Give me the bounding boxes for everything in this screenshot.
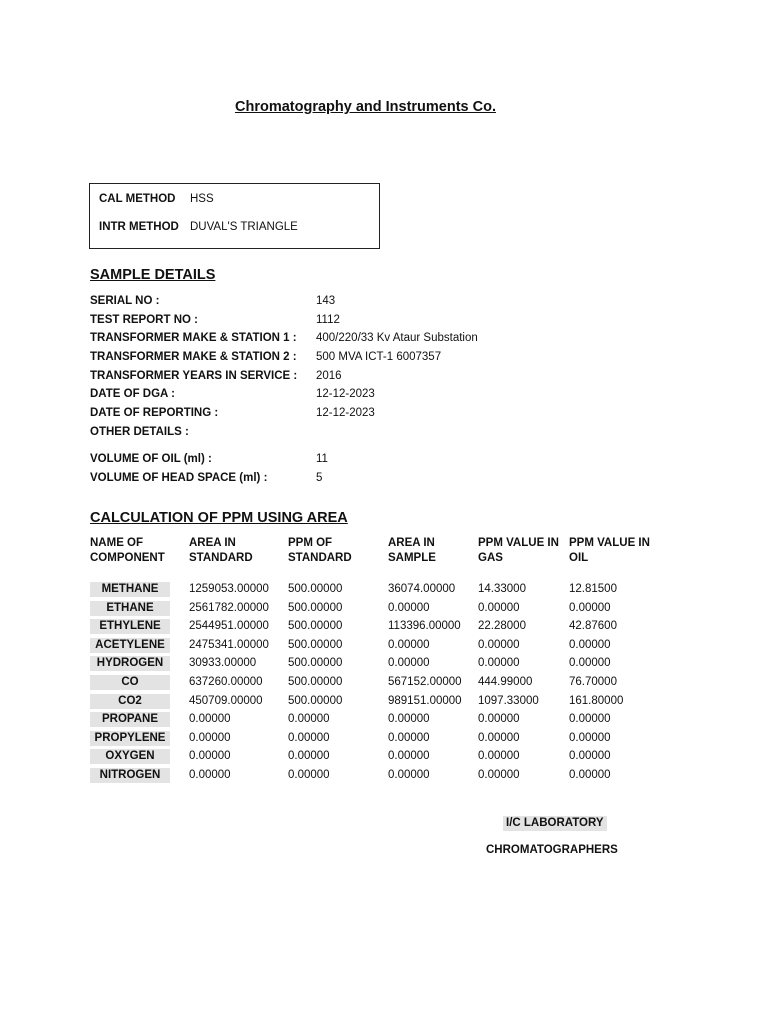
table-cell: 12.81500 [569, 583, 617, 595]
table-cell: 0.00000 [478, 769, 520, 781]
detail-value: 500 MVA ICT-1 6007357 [316, 351, 442, 363]
table-cell: 2561782.00000 [189, 602, 269, 614]
cal-method-label: CAL METHOD [99, 193, 176, 205]
table-row [90, 638, 690, 653]
detail-value: 400/220/33 Kv Ataur Substation [316, 332, 478, 344]
table-cell: 500.00000 [288, 583, 343, 595]
table-cell: 0.00000 [388, 732, 430, 744]
table-cell: 0.00000 [189, 750, 231, 762]
detail-value: 12-12-2023 [316, 388, 375, 400]
table-header-name [90, 536, 165, 566]
header-line: OIL [569, 552, 589, 564]
table-cell: 500.00000 [288, 620, 343, 632]
table-cell: 0.00000 [388, 769, 430, 781]
detail-label: DATE OF REPORTING : [90, 407, 219, 419]
method-box [89, 183, 380, 249]
component-name: ACETYLENE [90, 638, 170, 653]
volume-label: VOLUME OF OIL (ml) : [90, 453, 212, 465]
detail-value: 1112 [316, 314, 340, 326]
table-cell: 0.00000 [569, 602, 611, 614]
header-line: AREA IN [388, 537, 435, 549]
table-cell: 444.99000 [478, 676, 533, 688]
page-title: Chromatography and Instruments Co. [234, 99, 497, 115]
volume-value: 11 [316, 453, 328, 465]
table-row [90, 768, 690, 783]
table-header-ppm-gas [478, 536, 559, 566]
header-line: PPM VALUE IN [478, 537, 559, 549]
table-cell: 36074.00000 [388, 583, 456, 595]
table-cell: 76.70000 [569, 676, 617, 688]
table-row [90, 619, 690, 634]
detail-value: 2016 [316, 370, 342, 382]
component-name: ETHYLENE [90, 619, 170, 634]
calculation-title: CALCULATION OF PPM USING AREA [90, 510, 348, 526]
table-cell: 1259053.00000 [189, 583, 269, 595]
table-row [90, 675, 690, 690]
table-row [90, 656, 690, 671]
table-cell: 0.00000 [288, 769, 330, 781]
detail-label: TRANSFORMER MAKE & STATION 2 : [90, 351, 297, 363]
table-row [90, 582, 690, 597]
table-row [90, 694, 690, 709]
table-cell: 0.00000 [478, 602, 520, 614]
header-line: SAMPLE [388, 552, 436, 564]
detail-value: 143 [316, 295, 336, 307]
table-cell: 0.00000 [388, 750, 430, 762]
table-cell: 0.00000 [388, 657, 430, 669]
table-cell: 500.00000 [288, 639, 343, 651]
lab-incharge-label: I/C LABORATORY [503, 816, 607, 831]
component-name: ETHANE [90, 601, 170, 616]
component-name: NITROGEN [90, 768, 170, 783]
table-cell: 0.00000 [388, 639, 430, 651]
table-cell: 450709.00000 [189, 695, 263, 707]
table-header-ppm-oil [569, 536, 650, 566]
component-name: PROPANE [90, 712, 170, 727]
chromatographers-label: CHROMATOGRAPHERS [486, 844, 618, 856]
header-line: COMPONENT [90, 552, 165, 564]
table-cell: 2475341.00000 [189, 639, 269, 651]
table-cell: 0.00000 [478, 750, 520, 762]
table-cell: 0.00000 [288, 713, 330, 725]
table-cell: 0.00000 [189, 769, 231, 781]
table-cell: 0.00000 [189, 732, 231, 744]
table-cell: 0.00000 [569, 732, 611, 744]
component-name: HYDROGEN [90, 656, 170, 671]
detail-label: DATE OF DGA : [90, 388, 175, 400]
cal-method-value: HSS [190, 193, 214, 205]
table-cell: 0.00000 [478, 639, 520, 651]
detail-label: TRANSFORMER YEARS IN SERVICE : [90, 370, 298, 382]
table-cell: 500.00000 [288, 695, 343, 707]
detail-label: TEST REPORT NO : [90, 314, 198, 326]
table-cell: 1097.33000 [478, 695, 539, 707]
header-line: PPM VALUE IN [569, 537, 650, 549]
table-cell: 0.00000 [189, 713, 231, 725]
table-cell: 0.00000 [388, 713, 430, 725]
volume-label: VOLUME OF HEAD SPACE (ml) : [90, 472, 268, 484]
table-header-ppm-standard [288, 536, 352, 566]
table-cell: 2544951.00000 [189, 620, 269, 632]
intr-method-value: DUVAL'S TRIANGLE [190, 221, 298, 233]
table-cell: 500.00000 [288, 676, 343, 688]
table-header-area-sample [388, 536, 436, 566]
table-cell: 0.00000 [388, 602, 430, 614]
table-cell: 0.00000 [478, 657, 520, 669]
component-name: METHANE [90, 582, 170, 597]
table-row [90, 601, 690, 616]
table-cell: 0.00000 [569, 750, 611, 762]
table-cell: 989151.00000 [388, 695, 462, 707]
intr-method-label: INTR METHOD [99, 221, 179, 233]
table-header-area-standard [189, 536, 253, 566]
detail-label: SERIAL NO : [90, 295, 160, 307]
header-line: STANDARD [288, 552, 352, 564]
component-name: OXYGEN [90, 749, 170, 764]
table-cell: 637260.00000 [189, 676, 263, 688]
table-cell: 0.00000 [288, 750, 330, 762]
component-name: PROPYLENE [90, 731, 170, 746]
detail-label: OTHER DETAILS : [90, 426, 189, 438]
table-cell: 0.00000 [288, 732, 330, 744]
table-cell: 161.80000 [569, 695, 624, 707]
table-cell: 567152.00000 [388, 676, 462, 688]
table-cell: 14.33000 [478, 583, 526, 595]
table-cell: 30933.00000 [189, 657, 257, 669]
detail-label: TRANSFORMER MAKE & STATION 1 : [90, 332, 297, 344]
table-cell: 22.28000 [478, 620, 526, 632]
table-row [90, 712, 690, 727]
volume-value: 5 [316, 472, 323, 484]
table-row [90, 731, 690, 746]
header-line: AREA IN [189, 537, 236, 549]
table-cell: 0.00000 [569, 639, 611, 651]
component-name: CO [90, 675, 170, 690]
table-cell: 113396.00000 [388, 620, 461, 632]
header-line: NAME OF [90, 537, 144, 549]
header-line: STANDARD [189, 552, 253, 564]
header-line: PPM OF [288, 537, 333, 549]
table-cell: 500.00000 [288, 657, 343, 669]
table-cell: 0.00000 [478, 732, 520, 744]
table-row [90, 749, 690, 764]
table-cell: 0.00000 [569, 657, 611, 669]
table-cell: 500.00000 [288, 602, 343, 614]
table-cell: 0.00000 [478, 713, 520, 725]
table-cell: 42.87600 [569, 620, 617, 632]
table-cell: 0.00000 [569, 769, 611, 781]
detail-value: 12-12-2023 [316, 407, 375, 419]
sample-details-title: SAMPLE DETAILS [90, 267, 216, 283]
table-cell: 0.00000 [569, 713, 611, 725]
header-line: GAS [478, 552, 503, 564]
component-name: CO2 [90, 694, 170, 709]
